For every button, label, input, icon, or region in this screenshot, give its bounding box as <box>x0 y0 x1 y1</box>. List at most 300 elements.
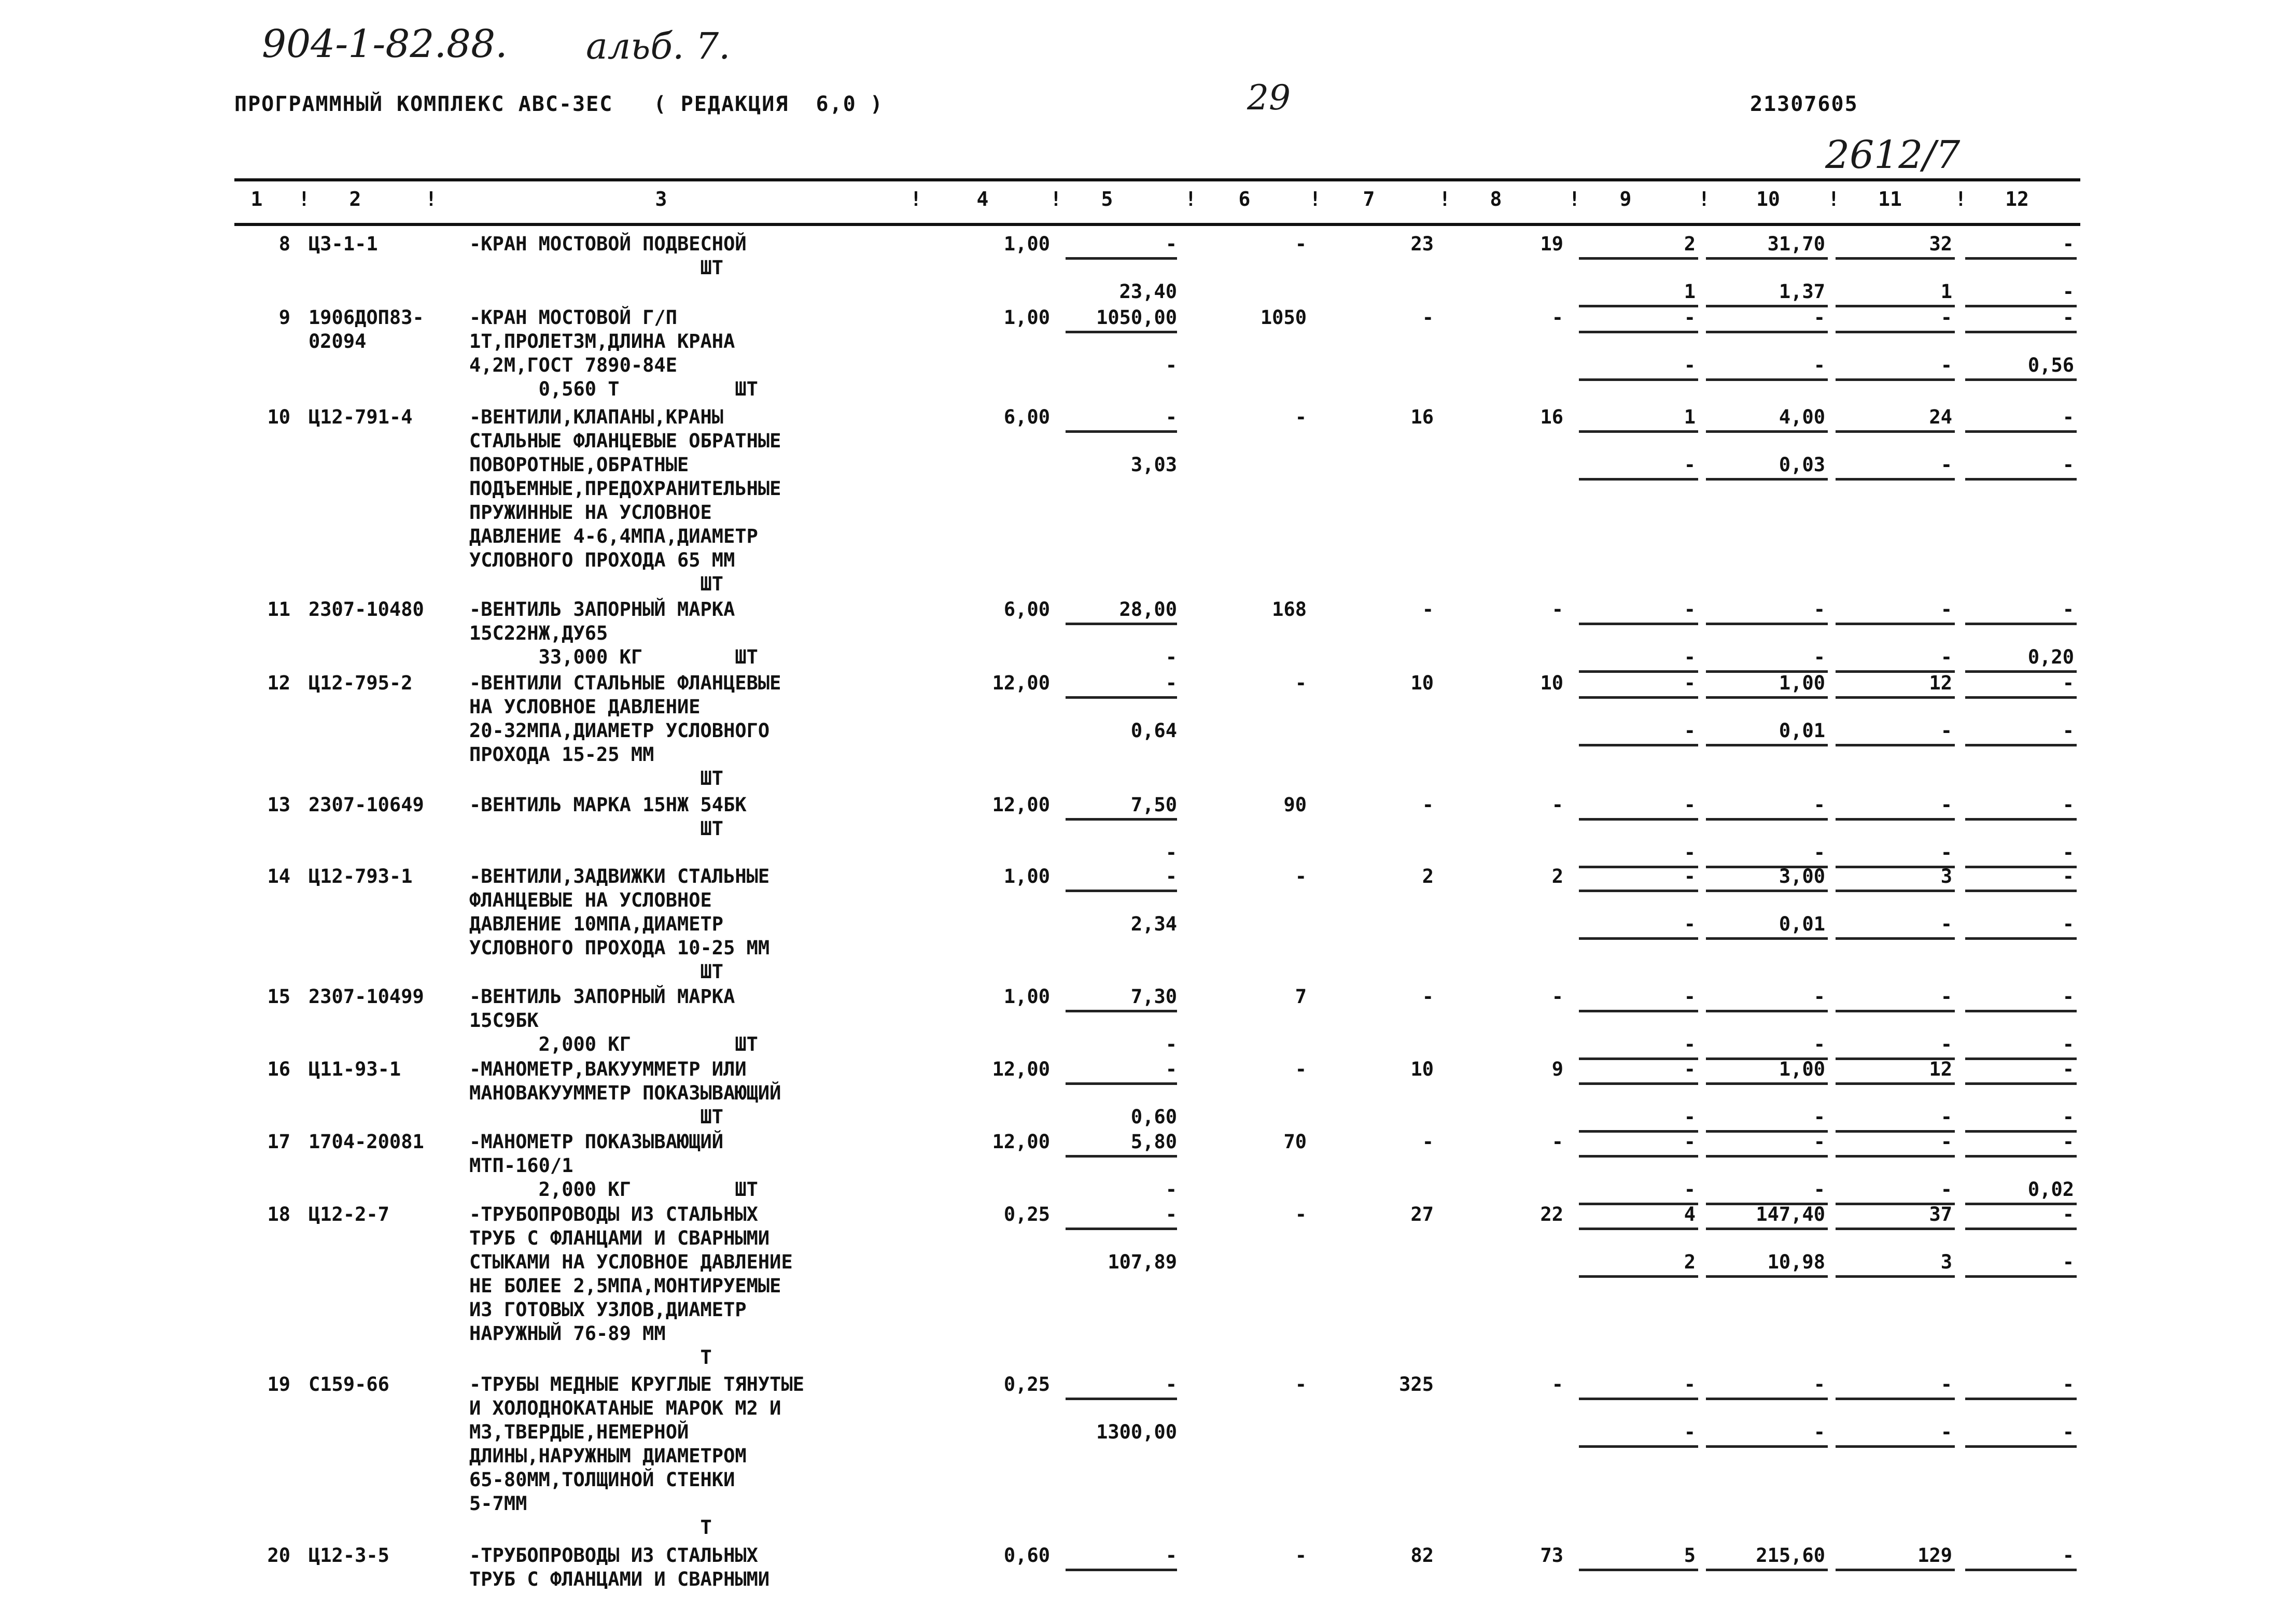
cell-col5-bottom: 3,03 <box>1130 454 1177 476</box>
cell-col5-bottom: 0,64 <box>1130 720 1177 742</box>
cell-col6: - <box>1295 865 1307 887</box>
value-underline <box>1965 818 2077 821</box>
column-header: 8 <box>1490 188 1502 210</box>
cell-col6: 7 <box>1295 985 1307 1008</box>
value-underline <box>1706 257 1828 260</box>
cell-c12-top: - <box>2062 1544 2074 1567</box>
row-number: 17 <box>267 1131 290 1153</box>
value-underline <box>1706 1445 1828 1448</box>
cell-c9-bottom: 1 <box>1684 280 1696 303</box>
cell-c10-bottom: - <box>1813 841 1825 864</box>
value-underline <box>1965 1155 2077 1158</box>
row-code: Ц11-93-1 <box>309 1058 401 1080</box>
column-separator: ! <box>1698 188 1710 210</box>
cell-c10-bottom: 0,03 <box>1779 454 1825 476</box>
cell-col6: 70 <box>1283 1131 1307 1153</box>
cell-c11-top: - <box>1940 306 1952 329</box>
value-underline <box>1706 744 1828 746</box>
cell-col8: - <box>1551 598 1563 620</box>
column-separator: ! <box>298 188 310 210</box>
value-underline <box>1706 1569 1828 1571</box>
value-underline <box>1836 257 1955 260</box>
row-code: С159-66 <box>309 1373 389 1395</box>
value-underline <box>1706 1228 1828 1230</box>
cell-c12-bottom: - <box>2062 1421 2074 1443</box>
cell-c10-top: - <box>1813 985 1825 1008</box>
cell-c9-bottom: - <box>1684 1106 1696 1128</box>
value-underline <box>1579 1398 1698 1400</box>
value-underline <box>1706 430 1828 433</box>
cell-col5-bottom: - <box>1165 1033 1177 1055</box>
cell-col5-top: - <box>1165 233 1177 255</box>
value-underline <box>1836 1569 1955 1571</box>
cell-c10-top: - <box>1813 794 1825 816</box>
value-underline <box>1579 818 1698 821</box>
value-underline <box>1836 937 1955 940</box>
value-underline <box>1579 1155 1698 1158</box>
row-description: -МАНОМЕТР ПОКАЗЫВАЮЩИЙ <box>469 1131 724 1153</box>
row-description: ДАВЛЕНИЕ 4-6,4МПА,ДИАМЕТР <box>469 525 758 547</box>
value-underline <box>1066 257 1177 260</box>
row-description: ТРУБ С ФЛАНЦАМИ И СВАРНЫМИ <box>469 1568 770 1590</box>
cell-col8: 10 <box>1540 672 1563 694</box>
cell-c10-bottom: 1,37 <box>1779 280 1825 303</box>
cell-quantity: 12,00 <box>992 1058 1050 1080</box>
cell-c11-bottom: - <box>1940 646 1952 668</box>
cell-c11-top: - <box>1940 1131 1952 1153</box>
cell-col5-top: 5,80 <box>1130 1131 1177 1153</box>
value-underline <box>1706 1082 1828 1085</box>
value-underline <box>1579 1275 1698 1278</box>
cell-c11-top: - <box>1940 1373 1952 1395</box>
row-description: МТП-160/1 <box>469 1154 573 1177</box>
column-separator: ! <box>1955 188 1967 210</box>
cell-c11-top: 12 <box>1929 1058 1952 1080</box>
row-number: 13 <box>267 794 290 816</box>
column-header: 3 <box>655 188 667 210</box>
value-underline <box>1579 1445 1698 1448</box>
cell-c9-bottom: 2 <box>1684 1251 1696 1273</box>
value-underline <box>1066 623 1177 625</box>
row-description: И ХОЛОДНОКАТАНЫЕ МАРОК М2 И <box>469 1397 781 1419</box>
table-head-rule <box>234 223 2080 226</box>
value-underline <box>1706 818 1828 821</box>
cell-c11-bottom: - <box>1940 1033 1952 1055</box>
cell-c9-bottom: - <box>1684 1033 1696 1055</box>
cell-quantity: 12,00 <box>992 672 1050 694</box>
cell-c12-top: - <box>2062 233 2074 255</box>
document-code: 21307605 <box>1750 92 1858 116</box>
cell-c10-bottom: - <box>1813 1106 1825 1128</box>
cell-c12-bottom: - <box>2062 841 2074 864</box>
value-underline <box>1066 818 1177 821</box>
cell-col8: 22 <box>1540 1203 1563 1225</box>
value-underline <box>1706 1155 1828 1158</box>
row-description: -ВЕНТИЛИ СТАЛЬНЫЕ ФЛАНЦЕВЫЕ <box>469 672 781 694</box>
cell-c9-top: - <box>1684 794 1696 816</box>
column-header: 2 <box>349 188 361 210</box>
cell-c12-top: - <box>2062 1203 2074 1225</box>
cell-c9-bottom: - <box>1684 913 1696 935</box>
row-description: УСЛОВНОГО ПРОХОДА 10-25 ММ <box>469 937 770 959</box>
cell-c10-bottom: - <box>1813 1421 1825 1443</box>
value-underline <box>1066 1398 1177 1400</box>
cell-c12-bottom: - <box>2062 1033 2074 1055</box>
cell-c9-bottom: - <box>1684 841 1696 864</box>
cell-col5-bottom: - <box>1165 354 1177 376</box>
cell-c9-top: 2 <box>1684 233 1696 255</box>
value-underline <box>1965 744 2077 746</box>
cell-c10-top: 147,40 <box>1756 1203 1825 1225</box>
cell-col5-bottom: 1300,00 <box>1096 1421 1177 1443</box>
value-underline <box>1836 430 1955 433</box>
cell-c9-top: - <box>1684 306 1696 329</box>
cell-c12-bottom: - <box>2062 1251 2074 1273</box>
cell-col7: - <box>1422 985 1434 1008</box>
cell-col6: - <box>1295 233 1307 255</box>
row-description: УСЛОВНОГО ПРОХОДА 65 ММ <box>469 549 735 571</box>
row-description: -ТРУБОПРОВОДЫ ИЗ СТАЛЬНЫХ <box>469 1544 758 1567</box>
cell-c9-bottom: - <box>1684 720 1696 742</box>
row-description: 1Т,ПРОЛЕТ3М,ДЛИНА КРАНА <box>469 330 735 352</box>
value-underline <box>1706 478 1828 481</box>
value-underline <box>1579 430 1698 433</box>
row-description: ПРУЖИННЫЕ НА УСЛОВНОЕ <box>469 501 712 524</box>
value-underline <box>1579 1082 1698 1085</box>
row-code: 02094 <box>309 330 367 352</box>
cell-c11-top: 12 <box>1929 672 1952 694</box>
cell-col7: 10 <box>1410 672 1434 694</box>
value-underline <box>1965 378 2077 381</box>
cell-col7: 23 <box>1410 233 1434 255</box>
cell-col5-top: - <box>1165 406 1177 428</box>
cell-c9-bottom: - <box>1684 646 1696 668</box>
cell-c10-top: - <box>1813 306 1825 329</box>
value-underline <box>1706 1275 1828 1278</box>
value-underline <box>1579 937 1698 940</box>
row-description: ФЛАНЦЕВЫЕ НА УСЛОВНОЕ <box>469 889 712 911</box>
cell-col5-bottom: 107,89 <box>1108 1251 1177 1273</box>
cell-c9-top: - <box>1684 598 1696 620</box>
value-underline <box>1836 1398 1955 1400</box>
cell-col6: 90 <box>1283 794 1307 816</box>
row-description: М3,ТВЕРДЫЕ,НЕМЕРНОЙ <box>469 1421 689 1443</box>
cell-c9-top: - <box>1684 1058 1696 1080</box>
cell-c12-bottom: - <box>2062 454 2074 476</box>
cell-c10-bottom: - <box>1813 646 1825 668</box>
cell-col5-top: 28,00 <box>1119 598 1177 620</box>
value-underline <box>1836 1275 1955 1278</box>
column-separator: ! <box>1439 188 1451 210</box>
value-underline <box>1706 1398 1828 1400</box>
value-underline <box>1579 696 1698 699</box>
value-underline <box>1836 1010 1955 1012</box>
value-underline <box>1965 937 2077 940</box>
cell-c11-top: 37 <box>1929 1203 1952 1225</box>
column-separator: ! <box>1569 188 1580 210</box>
cell-quantity: 12,00 <box>992 794 1050 816</box>
cell-quantity: 0,60 <box>1003 1544 1050 1567</box>
cell-c10-bottom: - <box>1813 354 1825 376</box>
row-description: ШТ <box>469 817 724 840</box>
cell-c12-top: - <box>2062 1373 2074 1395</box>
cell-c11-top: - <box>1940 794 1952 816</box>
cell-c11-bottom: - <box>1940 913 1952 935</box>
row-number: 16 <box>267 1058 290 1080</box>
cell-col8: - <box>1551 985 1563 1008</box>
cell-col6: - <box>1295 1058 1307 1080</box>
value-underline <box>1965 257 2077 260</box>
cell-c11-bottom: - <box>1940 1178 1952 1201</box>
value-underline <box>1965 1445 2077 1448</box>
cell-c9-top: - <box>1684 865 1696 887</box>
cell-c10-top: 1,00 <box>1779 672 1825 694</box>
cell-col6: - <box>1295 1373 1307 1395</box>
value-underline <box>1836 331 1955 333</box>
value-underline <box>1706 937 1828 940</box>
row-number: 12 <box>267 672 290 694</box>
row-code: 1704-20081 <box>309 1131 424 1153</box>
value-underline <box>1706 696 1828 699</box>
row-code: Ц3-1-1 <box>309 233 378 255</box>
row-description: 15С22НЖ,ДУ65 <box>469 622 608 644</box>
cell-col6: - <box>1295 672 1307 694</box>
value-underline <box>1965 331 2077 333</box>
cell-col5-bottom: - <box>1165 1178 1177 1201</box>
column-separator: ! <box>425 188 437 210</box>
value-underline <box>1579 1228 1698 1230</box>
cell-c11-bottom: - <box>1940 1106 1952 1128</box>
cell-c10-bottom: 0,01 <box>1779 913 1825 935</box>
row-description: 5-7ММ <box>469 1492 527 1515</box>
cell-col5-top: - <box>1165 1544 1177 1567</box>
row-number: 19 <box>267 1373 290 1395</box>
row-description: 0,560 Т ШТ <box>469 378 758 400</box>
cell-c10-bottom: 10,98 <box>1767 1251 1825 1273</box>
cell-c12-top: - <box>2062 672 2074 694</box>
cell-col8: - <box>1551 1373 1563 1395</box>
value-underline <box>1579 378 1698 381</box>
row-number: 11 <box>267 598 290 620</box>
row-description: 20-32МПА,ДИАМЕТР УСЛОВНОГО <box>469 720 770 742</box>
cell-c12-bottom: 0,02 <box>2027 1178 2074 1201</box>
cell-c10-top: 4,00 <box>1779 406 1825 428</box>
row-description: ПРОХОДА 15-25 ММ <box>469 743 654 766</box>
row-description: -ВЕНТИЛЬ МАРКА 15НЖ 54БК <box>469 794 747 816</box>
row-description: -ТРУБЫ МЕДНЫЕ КРУГЛЫЕ ТЯНУТЫЕ <box>469 1373 805 1395</box>
row-code: 1906ДОП83- <box>309 306 424 329</box>
cell-c12-top: - <box>2062 865 2074 887</box>
cell-c11-bottom: 1 <box>1940 280 1952 303</box>
cell-c9-top: 4 <box>1684 1203 1696 1225</box>
cell-col5-top: 7,30 <box>1130 985 1177 1008</box>
column-separator: ! <box>910 188 922 210</box>
value-underline <box>1836 478 1955 481</box>
cell-c12-top: - <box>2062 1131 2074 1153</box>
cell-c12-bottom: - <box>2062 1106 2074 1128</box>
table-top-rule <box>234 178 2080 181</box>
value-underline <box>1965 1398 2077 1400</box>
cell-c12-top: - <box>2062 598 2074 620</box>
row-description: Т <box>469 1516 712 1539</box>
value-underline <box>1579 1569 1698 1571</box>
value-underline <box>1965 1569 2077 1571</box>
row-description: -ТРУБОПРОВОДЫ ИЗ СТАЛЬНЫХ <box>469 1203 758 1225</box>
column-separator: ! <box>1185 188 1197 210</box>
cell-col5-bottom: 0,60 <box>1130 1106 1177 1128</box>
cell-c10-top: - <box>1813 1373 1825 1395</box>
cell-c11-bottom: - <box>1940 1421 1952 1443</box>
cell-c10-bottom: - <box>1813 1178 1825 1201</box>
cell-c11-bottom: - <box>1940 841 1952 864</box>
value-underline <box>1965 696 2077 699</box>
album-label: альб. 7. <box>586 25 731 67</box>
row-code: 2307-10499 <box>309 985 424 1008</box>
value-underline <box>1965 430 2077 433</box>
value-underline <box>1836 378 1955 381</box>
row-description: МАНОВАКУУММЕТР ПОКАЗЫВАЮЩИЙ <box>469 1082 781 1104</box>
row-code: Ц12-2-7 <box>309 1203 389 1225</box>
row-number: 10 <box>267 406 290 428</box>
value-underline <box>1836 623 1955 625</box>
cell-col7: 27 <box>1410 1203 1434 1225</box>
column-header: 5 <box>1101 188 1113 210</box>
cell-quantity: 1,00 <box>1003 865 1050 887</box>
column-header: 12 <box>2005 188 2029 210</box>
cell-c12-top: - <box>2062 406 2074 428</box>
cell-c9-top: - <box>1684 1373 1696 1395</box>
value-underline <box>1066 331 1177 333</box>
value-underline <box>1066 1569 1177 1571</box>
row-code: Ц12-791-4 <box>309 406 413 428</box>
cell-col6: 1050 <box>1260 306 1307 329</box>
cell-c9-top: - <box>1684 1131 1696 1153</box>
cell-c12-top: - <box>2062 794 2074 816</box>
cell-c12-bottom: - <box>2062 913 2074 935</box>
row-description: НЕ БОЛЕЕ 2,5МПА,МОНТИРУЕМЫЕ <box>469 1275 781 1297</box>
value-underline <box>1836 744 1955 746</box>
row-code: Ц12-3-5 <box>309 1544 389 1567</box>
cell-col7: 325 <box>1399 1373 1434 1395</box>
cell-col7: - <box>1422 306 1434 329</box>
row-description: ШТ <box>469 257 724 279</box>
row-description: ДЛИНЫ,НАРУЖНЫМ ДИАМЕТРОМ <box>469 1445 747 1467</box>
cell-c12-bottom: 0,56 <box>2027 354 2074 376</box>
page-number: 29 <box>1247 78 1291 118</box>
cell-col5-top: - <box>1165 672 1177 694</box>
cell-c9-bottom: - <box>1684 354 1696 376</box>
cell-col8: 2 <box>1551 865 1563 887</box>
value-underline <box>1066 1228 1177 1230</box>
value-underline <box>1965 623 2077 625</box>
value-underline <box>1836 696 1955 699</box>
cell-col7: - <box>1422 1131 1434 1153</box>
cell-col7: 10 <box>1410 1058 1434 1080</box>
value-underline <box>1706 378 1828 381</box>
cell-c9-top: - <box>1684 985 1696 1008</box>
cell-quantity: 6,00 <box>1003 406 1050 428</box>
value-underline <box>1579 478 1698 481</box>
cell-quantity: 1,00 <box>1003 306 1050 329</box>
row-description: 15С9БК <box>469 1009 539 1032</box>
row-description: СТАЛЬНЫЕ ФЛАНЦЕВЫЕ ОБРАТНЫЕ <box>469 430 781 452</box>
row-description: ПОВОРОТНЫЕ,ОБРАТНЫЕ <box>469 454 689 476</box>
cell-c11-bottom: - <box>1940 720 1952 742</box>
cell-col6: 168 <box>1272 598 1307 620</box>
value-underline <box>1706 1010 1828 1012</box>
column-header: 6 <box>1238 188 1251 210</box>
cell-col5-bottom: - <box>1165 841 1177 864</box>
column-header: 1 <box>250 188 263 210</box>
row-description: -ВЕНТИЛИ,ЗАДВИЖКИ СТАЛЬНЫЕ <box>469 865 770 887</box>
row-number: 15 <box>267 985 290 1008</box>
document-number: 904-1-82.88. <box>262 22 508 66</box>
value-underline <box>1066 430 1177 433</box>
cell-col5-top: - <box>1165 1058 1177 1080</box>
cell-col5-top: 7,50 <box>1130 794 1177 816</box>
value-underline <box>1965 1228 2077 1230</box>
cell-quantity: 1,00 <box>1003 985 1050 1008</box>
cell-c11-top: - <box>1940 985 1952 1008</box>
cell-quantity: 0,25 <box>1003 1203 1050 1225</box>
cell-col8: 9 <box>1551 1058 1563 1080</box>
cell-c10-bottom: - <box>1813 1033 1825 1055</box>
value-underline <box>1706 623 1828 625</box>
cell-c12-top: - <box>2062 985 2074 1008</box>
cell-c11-top: 129 <box>1917 1544 1952 1567</box>
row-description: -ВЕНТИЛИ,КЛАПАНЫ,КРАНЫ <box>469 406 724 428</box>
cell-col8: 73 <box>1540 1544 1563 1567</box>
cell-col6: - <box>1295 406 1307 428</box>
column-header: 7 <box>1363 188 1375 210</box>
cell-c12-bottom: - <box>2062 280 2074 303</box>
cell-c10-bottom: 0,01 <box>1779 720 1825 742</box>
cell-c9-bottom: - <box>1684 1421 1696 1443</box>
value-underline <box>1066 1155 1177 1158</box>
row-number: 14 <box>267 865 290 887</box>
row-description: 33,000 КГ ШТ <box>469 646 758 668</box>
column-separator: ! <box>1050 188 1062 210</box>
cell-c11-top: 24 <box>1929 406 1952 428</box>
row-number: 9 <box>278 306 290 329</box>
cell-c9-top: 5 <box>1684 1544 1696 1567</box>
row-code: 2307-10480 <box>309 598 424 620</box>
cell-c12-top: - <box>2062 1058 2074 1080</box>
cell-col8: 19 <box>1540 233 1563 255</box>
cell-quantity: 0,25 <box>1003 1373 1050 1395</box>
row-code: Ц12-795-2 <box>309 672 413 694</box>
value-underline <box>1836 1228 1955 1230</box>
column-header: 11 <box>1878 188 1902 210</box>
row-description: НА УСЛОВНОЕ ДАВЛЕНИЕ <box>469 696 701 718</box>
value-underline <box>1066 890 1177 892</box>
row-description: 2,000 КГ ШТ <box>469 1178 758 1201</box>
cell-col6: - <box>1295 1203 1307 1225</box>
value-underline <box>1965 890 2077 892</box>
value-underline <box>1965 1275 2077 1278</box>
cell-c9-top: - <box>1684 672 1696 694</box>
cell-col5-bottom: 23,40 <box>1119 280 1177 303</box>
program-title: ПРОГРАММНЫЙ КОМПЛЕКС АВС-ЗЕС ( РЕДАКЦИЯ 6,0 ) <box>234 92 884 116</box>
cell-col7: - <box>1422 598 1434 620</box>
row-description: -ВЕНТИЛЬ ЗАПОРНЫЙ МАРКА <box>469 985 735 1008</box>
cell-quantity: 6,00 <box>1003 598 1050 620</box>
value-underline <box>1706 890 1828 892</box>
row-description: 2,000 КГ ШТ <box>469 1033 758 1055</box>
cell-c10-top: 31,70 <box>1767 233 1825 255</box>
row-description: ШТ <box>469 573 724 595</box>
row-number: 8 <box>278 233 290 255</box>
